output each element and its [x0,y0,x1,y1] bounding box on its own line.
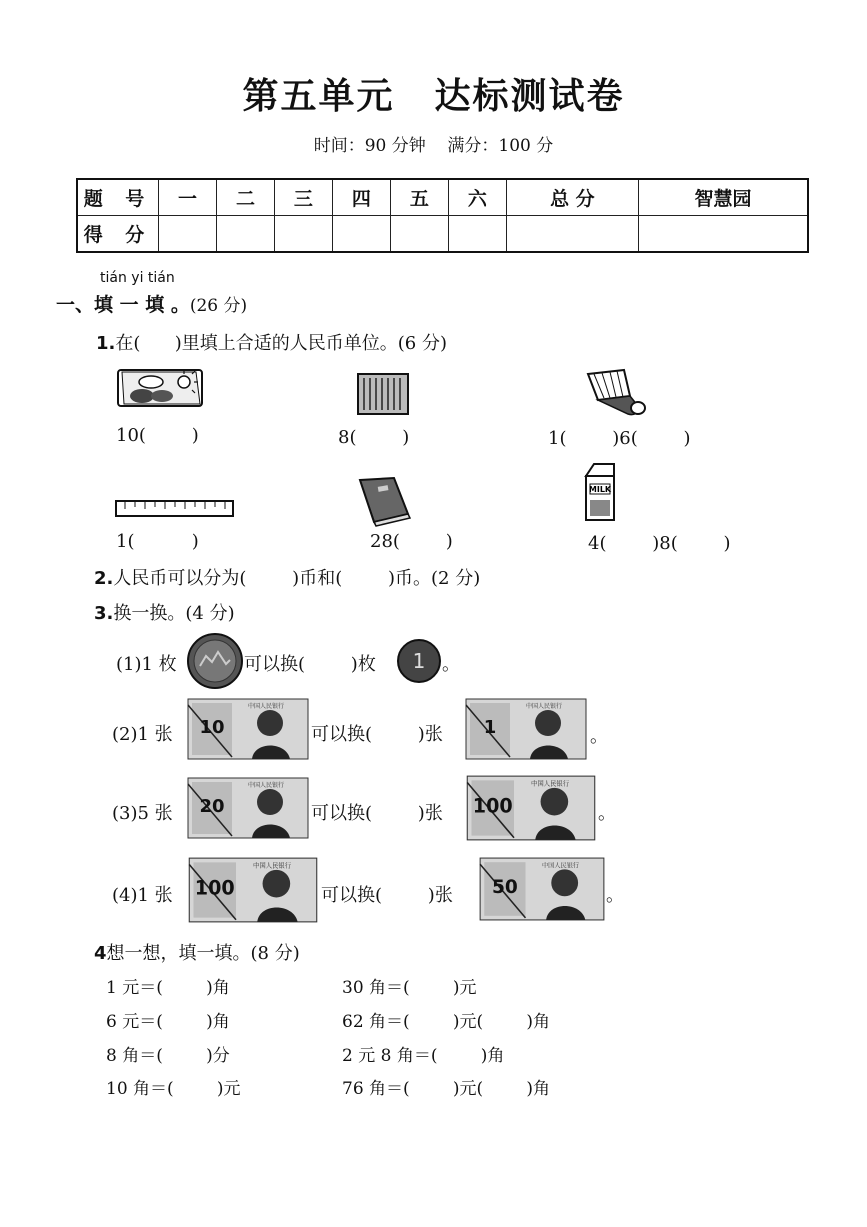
q3-row3-prefix: (3)5 张 [112,803,173,824]
score-cell[interactable] [332,216,390,253]
q1-item-notebook-label: 8( ) [338,427,410,448]
banknote-header: 中国人民银行 [526,703,563,710]
q4-right-1: 30 角＝( )元 [342,978,477,998]
score-cell[interactable] [506,216,638,253]
col-5: 五 [390,179,448,216]
q3-text: 换一换。(4 分) [113,603,235,624]
hundred-yuan-banknote-icon [464,774,598,842]
ten-yuan-banknote-icon [186,697,310,761]
banknote-header: 中国人民银行 [248,703,285,710]
q4-text: 想一想，填一填。(8 分) [106,943,300,964]
one-yuan-banknote-icon [464,697,588,761]
page-title [0,68,867,119]
banknote-denomination: 100 [194,876,235,900]
milk-carton-icon [582,460,618,522]
banknote-header: 中国人民银行 [248,782,285,789]
col-4: 四 [332,179,390,216]
q2-number: 2. [94,568,114,589]
q4-right-4: 76 角＝( )元( )角 [342,1079,551,1099]
exam-info: 时间：90 分钟 满分：100 分 [313,136,554,156]
ruler-icon [115,500,235,518]
section-pinyin: tián yi tián [100,270,175,286]
milk-label: MILK [588,485,612,494]
title-test: 达标测试卷 [434,75,625,117]
score-cell[interactable] [216,216,274,253]
q1-item-ruler-label: 1( ) [116,531,199,552]
banknote-denomination: 100 [472,794,513,818]
q1-item-shuttlecock-label: 1( )6( ) [548,428,691,449]
q1-item-milk-label: 4( )8( ) [588,533,731,554]
q4-left-1: 1 元＝( )角 [106,978,230,998]
score-cell[interactable] [274,216,332,253]
q3-row2-prefix: (2)1 张 [112,724,173,745]
q4-number: 4 [94,943,107,964]
twenty-yuan-banknote-icon [186,776,310,840]
q1-text: 在( )里填上合适的人民币单位。(6 分) [115,333,447,354]
question-1 [96,329,447,355]
q1-item-book-label: 28( ) [370,531,453,552]
score-cell[interactable] [159,216,217,253]
q3-row2-suffix: 。 [590,726,608,747]
shuttlecock-icon [584,366,648,418]
q3-row4-prefix: (4)1 张 [112,885,173,906]
one-yuan-coin-icon [186,632,244,690]
score-table-header-row [77,179,808,216]
q1-number: 1. [96,333,116,354]
question-3 [94,599,235,625]
q3-row3-suffix: 。 [598,803,616,824]
section-heading [56,290,247,317]
score-cell[interactable] [638,216,808,253]
question-4 [94,939,300,965]
q4-right-2: 62 角＝( )元( )角 [342,1012,551,1032]
col-1: 一 [159,179,217,216]
q3-row1-suffix: 。 [442,654,460,675]
banknote-denomination: 50 [491,877,518,899]
col-6: 六 [448,179,506,216]
book-icon [354,476,414,526]
section-points: (26 分) [189,296,248,316]
q4-left-3: 8 角＝( )分 [106,1046,230,1066]
q3-row4-middle: 可以换( )张 [321,885,453,906]
q1-item-eraser-label: 10( ) [116,425,199,446]
col-total: 总 分 [506,179,638,216]
col-2: 二 [216,179,274,216]
q3-row3-middle: 可以换( )张 [311,803,443,824]
q3-number: 3. [94,603,114,624]
col-bonus: 智慧园 [638,179,808,216]
score-table-score-row [77,216,808,253]
svg-text:1: 1 [412,649,426,673]
q3-row2-middle: 可以换( )张 [311,724,443,745]
fifty-yuan-banknote-icon [476,856,608,922]
score-label: 得 分 [77,216,159,253]
question-2 [94,564,480,590]
q4-left-2: 6 元＝( )角 [106,1012,230,1032]
q4-left-4: 10 角＝( )元 [106,1079,241,1099]
banknote-denomination: 1 [483,717,497,738]
one-jiao-coin-icon [396,638,442,684]
score-table [76,178,809,253]
section-title: 一、填 一 填 。 [56,294,190,316]
q3-row4-suffix: 。 [606,885,624,906]
score-cell[interactable] [390,216,448,253]
notebook-icon [356,372,410,416]
q3-row1-prefix: (1)1 枚 [116,654,177,675]
col-3: 三 [274,179,332,216]
title-unit: 第五单元 [242,75,395,117]
banknote-denomination: 20 [199,796,225,817]
banknote-header: 中国人民银行 [253,861,292,870]
score-cell[interactable] [448,216,506,253]
q4-right-3: 2 元 8 角＝( )角 [342,1046,505,1066]
banknote-header: 中国人民银行 [531,779,570,788]
banknote-header: 中国人民银行 [542,862,580,870]
eraser-icon [116,366,206,410]
question-number-label: 题 号 [77,179,159,216]
banknote-denomination: 10 [199,717,225,738]
q3-row1-middle: 可以换( )枚 [244,654,376,675]
q2-text: 人民币可以分为( )币和( )币。(2 分) [113,568,481,589]
hundred-yuan-banknote-icon [186,856,320,924]
